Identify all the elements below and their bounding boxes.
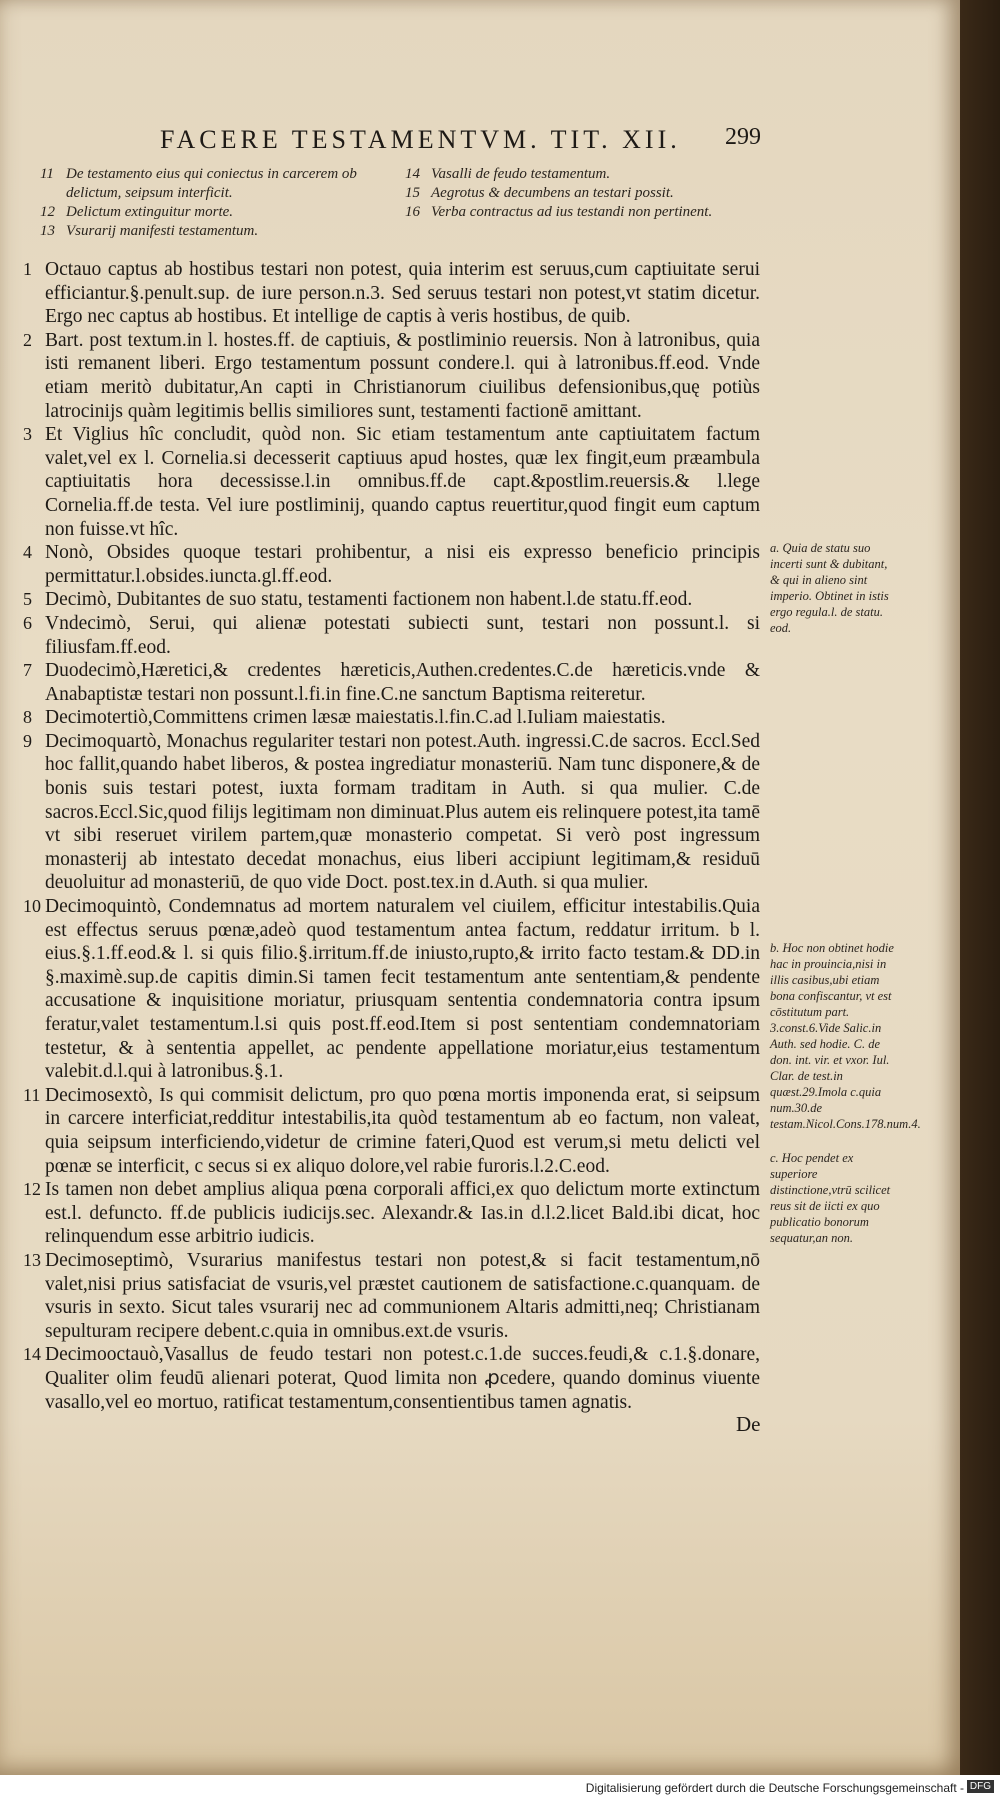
margin-note: c. Hoc pendet ex superiore distinctione,vtrū scilicet reus sit de iicti ex quo publicatio bonorum sequatur,an non. bbox=[770, 1151, 891, 1245]
paragraph bbox=[23, 659, 760, 706]
summary-text: Aegrotus & decumbens an testari possit. bbox=[431, 185, 674, 201]
paragraph-number: 8 bbox=[23, 707, 32, 728]
margin-note-a-column bbox=[770, 540, 900, 644]
paragraph bbox=[23, 258, 760, 329]
paragraph-number: 5 bbox=[23, 589, 32, 610]
paragraph bbox=[23, 1249, 760, 1343]
paragraph-number: 13 bbox=[23, 1249, 41, 1270]
paragraph-number: 10 bbox=[23, 896, 41, 917]
paragraph-text: Octauo captus ab hostibus testari non potest, quia interim est seruus,cum captiuitate serui efficiantur.§.penult.sup. de iure person.n.3. Sed seruus testari non potest,vt statim dicetur. Ergo nec captus ab hostibus. Et intellige de captis à veris hostibus, de quib. bbox=[45, 259, 760, 328]
paragraph-text: Decimoseptimò, Vsurarius manifestus testari non potest,& si facit testamentum,nō valet,nisi prius satisfaciat de vsuris,vel præstet cautionem de satisfactione.c.quanquam. de vsuris in sexto. Sicut tales vsurarij nec ad communionem Altaris admitti,neq; Christianam sepulturam recipere debent.c.quia in omnibus.ext.de vsuris. bbox=[45, 1249, 760, 1342]
paragraph-text: Decimoquartò, Monachus regulariter testari non potest.Auth. ingressi.C.de sacros. Eccl.Sed hoc fallit,quando habet liberos, & postea ingrediatur monasteriū. Nam tunc disponere,& de bonis suis testari potest, iuxta formam traditam in Auth. si qua mulier. C.de sacros.Eccl.Sic,quod filijs legitimam non diminuat.Plus autem eis relinquere potest,ita tamē vt sibi reseruet virilem partem,quæ monasterio competat. Si verò post ingressum monasterij ab intestato decedat monachus, eius liberi accipiunt legitimam,& residuū deuoluitur ad monasteriū, de quo vide Doct. post.tex.in d.Auth. si qua mulier. bbox=[45, 730, 760, 894]
paragraph-number: 7 bbox=[23, 660, 32, 681]
paragraph bbox=[23, 329, 760, 423]
paragraph-text: Duodecimò,Hæretici,& credentes hæreticis,Authen.credentes.C.de hæreticis.vnde & Anabaptistæ testari non possunt.l.fi.in fine.C.ne sanctum Baptisma reiteretur. bbox=[45, 660, 760, 705]
catchword: De bbox=[736, 1412, 761, 1436]
paragraph bbox=[23, 1178, 760, 1249]
paragraph-number: 3 bbox=[23, 424, 32, 445]
summary-text: Delictum extinguitur morte. bbox=[66, 204, 234, 220]
summary-number: 11 bbox=[40, 166, 54, 182]
paragraph-number: 1 bbox=[23, 259, 32, 279]
paragraph bbox=[23, 423, 760, 541]
paragraph-number: 4 bbox=[23, 542, 32, 563]
paragraph-text: Decimosextò, Is qui commisit delictum, pro quo pœna mortis imponenda erat, si seipsum in carcere interficiat,redditur intestabilis,ita quòd testamentum ab eo factum, non valeat, quia seipsum interficiendo,videtur de crimine fateri,Quod est verum,si metu delicti vel pœnæ se interficit, c secus si ex aliquo dolore,vel rabie furoris.l.2.C.eod. bbox=[45, 1084, 760, 1177]
paragraph-number: 2 bbox=[23, 329, 32, 350]
summary-left bbox=[40, 165, 410, 241]
paragraph-text: Decimò, Dubitantes de suo statu, testamenti factionem non habent.l.de statu.ff.eod. bbox=[45, 589, 693, 611]
paragraph bbox=[23, 1343, 760, 1414]
paragraph-text: Et Viglius hîc concludit, quòd non. Sic etiam testamentum ante captiuitatem factum valet,vel ex l. Cornelia.si decesserit captiuus apud hostes, quæ lex fingit,eum præambula captiuitatis hora decessisse.l.in omnibus.ff.de capt.&postlim.reuersis.& l.lege Cornelia.ff.de testa. Vel iure postliminij, quando captus reuertitur,quod fingit eum captum non fuisse.vt hîc. bbox=[45, 424, 760, 540]
summary-text: De testamento eius qui coniectus in carcerem ob delictum, seipsum interficit. bbox=[66, 166, 357, 201]
paragraph-text: Vndecimò, Serui, qui alienæ potestati subiecti sunt, testari non possunt.l. si filiusfam.ff.eod. bbox=[45, 612, 760, 658]
summary-item bbox=[405, 184, 745, 203]
summary-right bbox=[405, 165, 745, 222]
main-text bbox=[23, 258, 760, 1414]
summary-item bbox=[405, 203, 745, 222]
margin-note-c-column bbox=[770, 1150, 900, 1254]
margin-note-b-column bbox=[770, 940, 921, 1140]
paragraph-number: 11 bbox=[23, 1084, 41, 1105]
summary-text: Vsurarij manifesti testamentum. bbox=[66, 223, 259, 239]
paragraph-text: Bart. post textum.in l. hostes.ff. de captiuis, & postliminio reuersis. Non à latronibus, quia isti remanent liberi. Ergo testamentum possunt condere.l. qui à latronibus.ff.eod. Vnde etiam meritò dubitatur,An capti in Christianorum ciuilibus defensionibus,quę potiùs latrocinijs quàm legitimis bellis similiores sunt, testamenti factionē amittant. bbox=[45, 329, 760, 422]
paragraph-number: 14 bbox=[23, 1344, 41, 1365]
margin-note: b. Hoc non obtinet hodie hac in prouincia,nisi in illis casibus,ubi etiam bona confiscantur, vt est cōstitutum part. 3.const.6.Vide Salic.in Auth. sed hodie. C. de don. int. vir. et vxor. Iul. Clar. de test.in quæst.29.Imola c.quia num.30.de testam.Nicol.Cons.178.num.4. bbox=[770, 941, 921, 1131]
paragraph bbox=[23, 588, 760, 612]
margin-note: a. Quia de statu suo incerti sunt & dubitant, & qui in alieno sint imperio. Obtinet in istis ergo regula.l. de statu. eod. bbox=[770, 541, 889, 635]
paragraph-number: 9 bbox=[23, 730, 32, 751]
paragraph bbox=[23, 895, 760, 1084]
paragraph bbox=[23, 1084, 760, 1178]
paragraph-text: Decimotertiò,Committens crimen læsæ maiestatis.l.fin.C.ad l.Iuliam maiestatis. bbox=[45, 707, 666, 729]
footer-text: Digitalisierung gefördert durch die Deutsche Forschungsgemeinschaft - bbox=[585, 1781, 964, 1795]
digitization-footer bbox=[0, 1775, 1000, 1802]
dfg-logo: DFG bbox=[967, 1780, 994, 1793]
page-number: 299 bbox=[725, 124, 761, 150]
paragraph-text: Is tamen non debet amplius aliqua pœna corporali affici,ex quo delictum morte extinctum est.l. defuncto. ff.de publicis iudicijs.sec. Alexandr.& Ias.in d.l.2.licet Bald.ibi dicat, hoc relinquendum esse arbitrio iudicis. bbox=[45, 1179, 760, 1248]
summary-number: 16 bbox=[405, 204, 420, 220]
summary-number: 14 bbox=[405, 166, 420, 182]
paragraph-text: Decimooctauò,Vasallus de feudo testari non potest.c.1.de succes.feudi,& c.1.§.donare, Qualiter olim feudū alienari poterat, Quod limita non ꝓcedere, quando dominus viuente vasallo,vel eo mortuo, ratificat testamentum,consentientibus tamen agnatis. bbox=[45, 1344, 760, 1413]
paragraph bbox=[23, 706, 760, 730]
paragraph-number: 6 bbox=[23, 612, 32, 633]
summary-text: Verba contractus ad ius testandi non pertinent. bbox=[431, 204, 713, 220]
summary-item bbox=[405, 165, 745, 184]
paragraph-text: Decimoquintò, Condemnatus ad mortem naturalem vel ciuilem, efficitur intestabilis.Quia est effectus seruus pœnæ,adeò quod testamentum antea factum, reddatur irritum. b l. eius.§.1.ff.eod.& l. si quis filio.§.irritum.ff.de iniusto,rupto,& irrito facto testam.& DD.in §.maximè.sup.de capitis dimin.Si tamen fecit testamentum ante sententiam,& pendente accusatione & inquisitione moriatur, priusquam sententia condemnatoria contra ipsum feratur,valet testamentum.l.si quis post.ff.eod.Item si post sententiam condemnatoriam testetur, & à sententia appellet, ac pendente appellatione moriatur,eius testamentum valebit.d.l.qui à latronibus.§.1. bbox=[45, 896, 760, 1083]
paragraph-text: Nonò, Obsides quoque testari prohibentur, a nisi eis expresso beneficio principis permittatur.l.obsides.iuncta.gl.ff.eod. bbox=[45, 542, 760, 587]
paragraph-number: 12 bbox=[23, 1179, 41, 1200]
paragraph bbox=[23, 541, 760, 588]
paragraph bbox=[23, 612, 760, 659]
paragraph bbox=[23, 730, 760, 895]
summary-number: 15 bbox=[405, 185, 420, 201]
summary-item bbox=[40, 203, 410, 222]
summary-item bbox=[40, 222, 410, 241]
summary-text: Vasalli de feudo testamentum. bbox=[431, 166, 611, 182]
summary-number: 12 bbox=[40, 204, 55, 220]
running-header: FACERE TESTAMENTVM. TIT. XII. bbox=[160, 125, 681, 154]
summary-item bbox=[40, 165, 410, 203]
summary-number: 13 bbox=[40, 223, 55, 239]
